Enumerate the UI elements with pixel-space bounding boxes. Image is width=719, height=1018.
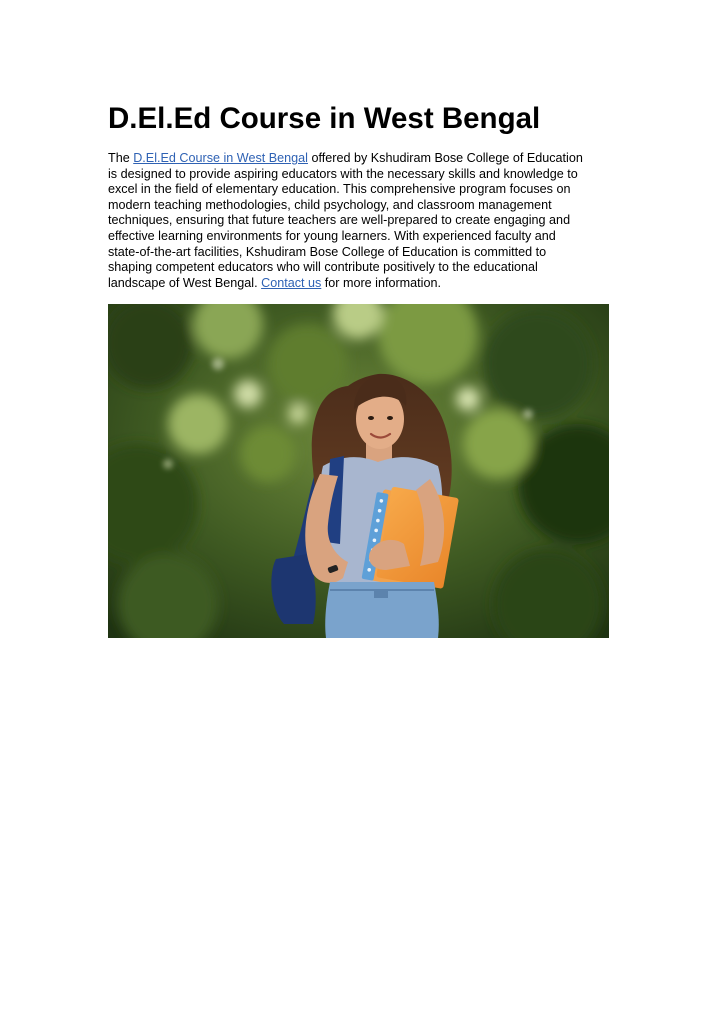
paragraph-line: is designed to provide aspiring educators with the necessary skills and knowledge to: [108, 166, 578, 181]
page-title: D.El.Ed Course in West Bengal: [108, 102, 541, 135]
paragraph-line: state-of-the-art facilities, Kshudiram Bose College of Education is committed to: [108, 244, 547, 259]
paragraph-line: [108, 276, 620, 292]
contact-us-link[interactable]: Contact us: [261, 275, 322, 290]
paragraph-line: [108, 151, 620, 167]
student-photo: [108, 304, 609, 638]
student-photo-illustration: [108, 304, 609, 638]
paragraph-line: excel in the field of elementary education. This comprehensive program focuses on: [108, 182, 571, 197]
intro-paragraph: [108, 151, 620, 291]
deled-course-link[interactable]: D.El.Ed Course in West Bengal: [133, 151, 308, 165]
text-segment: landscape of West Bengal.: [108, 275, 262, 290]
paragraph-line: effective learning environments for young learners. With experienced faculty and: [108, 228, 556, 243]
paragraph-line: modern teaching methodologies, child psychology, and classroom management: [108, 197, 552, 212]
paragraph-line: shaping competent educators who will contribute positively to the educational: [108, 260, 538, 275]
text-segment: The: [108, 151, 134, 165]
text-segment: offered by Kshudiram Bose College of Education: [307, 151, 583, 165]
paragraph-line: techniques, ensuring that future teachers are well-prepared to create engaging and: [108, 213, 571, 228]
text-segment: for more information.: [321, 275, 441, 290]
